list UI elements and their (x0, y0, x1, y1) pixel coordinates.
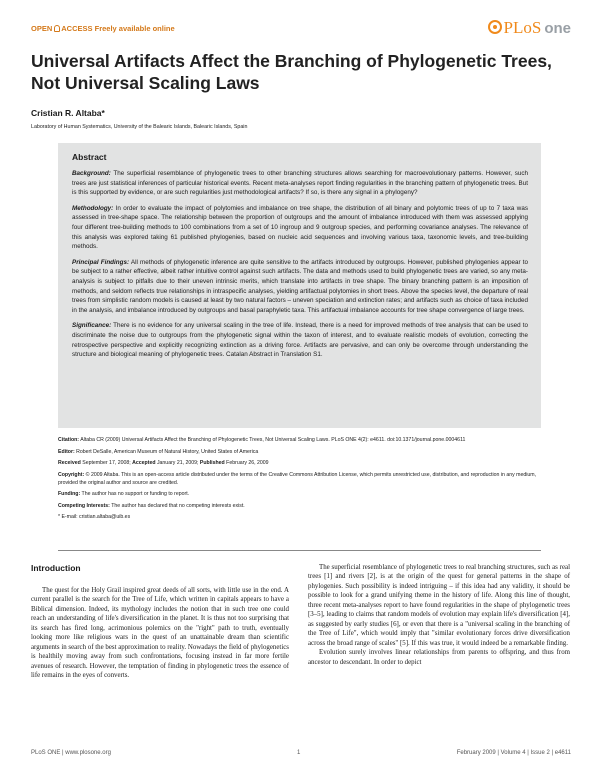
methodology-label: Methodology: (72, 204, 114, 212)
findings-text: All methods of phylogenetic inference are quite sensitive to the artifacts introduced by outgroups. However, published phylogenies appear to be subject to a rather effective, albeit rather intuitive control against such artifacts. The data and methods used to build phylogenetic trees are varied, so any meta-analysis is subject to pitfalls due to their uneven intrinsic merits, which translate into artifacts in tree shape. The binary branching pattern is an imposition of methods, and seldom reflects true relationships in intraspecific analyses, yielding artifactual polytomies in short trees. Above the species level, the departure of real trees from simplistic random models is caused at least by two natural factors – uneven speciation and extinction rates; and artifacts such as choice of taxa included in the analysis, and imbalance introduced by outgroups and basal paraphyletic taxa. This artifactual imbalance accounts for tree shape convergence of large trees. (72, 258, 528, 314)
competing-interests (58, 502, 541, 510)
abstract-box (58, 143, 541, 428)
methodology-text: In order to evaluate the impact of polytomies and imbalance on tree shape, the distribution of all binary and polytomic trees of up to 7 taxa was assessed in tree-shape space. The relationship between the proportion of outgroups and the amount of imbalance introduced with them was assessed applying four different tree-building methods to 100 combinations from a set of 10 ingroup and 9 outgroup species, and performing covariance analyses. The relevance of this analysis was explored taking 61 published phylogenies, based on nucleic acid sequences and involving various taxa, taxonomic levels, and tree-building methods. (72, 204, 528, 251)
editor-text: Robert DeSalle, American Museum of Natural History, United States of America (74, 448, 259, 455)
plos-logo-icon (488, 20, 502, 34)
abstract-heading: Abstract (72, 152, 107, 162)
journal-one-text: one (544, 20, 571, 37)
editor (58, 448, 541, 456)
competing-label: Competing Interests: (58, 502, 110, 509)
dates (58, 459, 541, 467)
author-affiliation: Laboratory of Human Systematics, University of the Balearic Islands, Balearic Islands, Spain (31, 124, 248, 130)
freely-available-label: Freely available online (94, 24, 175, 33)
abstract-background (72, 169, 528, 198)
published-label: Published (199, 460, 225, 466)
accepted-label: Accepted (132, 460, 156, 466)
article-title: Universal Artifacts Affect the Branching of Phylogenetic Trees, Not Universal Scaling Laws (31, 51, 552, 93)
citation (58, 436, 541, 444)
copyright-text: © 2009 Altaba. This is an open-access article distributed under the terms of the Creative Commons Attribution License, which permits unrestricted use, distribution, and reproduction in any medium, provided the original author and source are credited. (58, 471, 537, 486)
significance-text: There is no evidence for any universal scaling in the tree of life. Instead, there is a need for improved methods of tree analysis that can be used to discriminate the noise due to outgroups from the phylogenetic signal within the taxon of interest, and to evaluate realistic models of evolution, correcting the retrospective perspective and explicitly recognizing extinction as a driving force. Artifacts are pervasive, and can only be overcome through understanding the structure and biological meaning of phylogenetic trees. Catalan Abstract in Translation S1. (72, 322, 528, 359)
access-label: ACCESS (61, 24, 93, 33)
left-column (31, 586, 289, 681)
abstract-significance (72, 321, 528, 359)
competing-text: The author has declared that no competing interests exist. (109, 502, 245, 509)
intro-paragraph-1: The quest for the Holy Grail inspired great deeds of all sorts, with little use in the end. A current parallel is the search for the Tree of Life, which written in capitals appears to have a Biblical dimension. Indeed, its mythology includes the notion that in such tree one could reach an understanding of life's diversification in the planet. It is thus not too surprising that its search has fired long, acrimonious polemics on the "right" path to truth, eventually looking more like religious wars in the quest of an unattainable dream than scientific arguments in search of the best approximation to reality. Nowadays the field of phylogenetics is healthily moving away from such confrontations, focusing instead in far more fertile avenues of research. However, the temptation of finding in phylogenetic trees the essence of life remains in the eyes of converts. (31, 587, 289, 680)
abstract-methodology (72, 204, 528, 252)
editor-label: Editor: (58, 448, 75, 455)
right-column (308, 563, 570, 667)
section-divider (58, 550, 541, 551)
findings-label: Principal Findings: (72, 258, 130, 266)
page-number: 1 (297, 750, 301, 756)
funding-label: Funding: (58, 491, 81, 497)
copyright-label: Copyright: (58, 471, 85, 478)
significance-label: Significance: (72, 322, 112, 330)
citation-label: Citation: (58, 437, 80, 443)
copyright (58, 471, 541, 487)
open-label: OPEN (31, 24, 53, 33)
journal-logo (488, 18, 571, 38)
accepted-text: January 21, 2009; (155, 460, 200, 466)
background-text: The superficial resemblance of phylogenetic trees to other branching structures allows searching for macroevolutionary patterns. However, such trees are just statistical inferences of particular historical events. Recent meta-analyses report finding regularities in the branching pattern of phylogenetic trees. But is this supported by evidence, or are such regularities just methodological artifacts? If so, is there any signal in a phylogeny? (72, 170, 528, 197)
received-label: Received (58, 460, 81, 466)
abstract-findings (72, 258, 528, 316)
funding (58, 490, 541, 498)
journal-plos-text: PLoS (503, 18, 542, 37)
article-metadata (58, 436, 541, 525)
footer-issue: February 2009 | Volume 4 | Issue 2 | e4611 (456, 750, 571, 756)
open-access-lock-icon (54, 25, 60, 32)
intro-paragraph-3: Evolution surely involves linear relationships from parents to offspring, and thus from ancestor to descendant. In order to depict (308, 649, 570, 666)
published-text: February 26, 2009 (224, 460, 269, 466)
received-text: September 17, 2008; (80, 460, 133, 466)
author-name: Cristian R. Altaba* (31, 108, 105, 118)
background-label: Background: (72, 170, 111, 177)
introduction-heading: Introduction (31, 563, 81, 573)
citation-text: Altaba CR (2009) Universal Artifacts Affect the Branching of Phylogenetic Trees, Not Universal Scaling Laws. PLoS ONE 4(2): e4611. doi:10.1371/journal.pone.0004611 (79, 437, 466, 443)
funding-text: The author has no support or funding to report. (80, 491, 190, 497)
author-email[interactable]: * E-mail: cristian.altaba@uib.es (58, 514, 131, 520)
journal-header (31, 18, 571, 40)
footer-journal: PLoS ONE | www.plosone.org (31, 750, 111, 756)
open-access-banner (31, 24, 175, 33)
intro-paragraph-2: The superficial resemblance of phylogenetic trees to real branching structures, such as real trees [1] and rivers [2], is at the origin of the quest for general patterns in the shape of phylogenies. Such possibility is indeed intriguing – if this idea had any validity, it should be possible to look for a grand unifying theme in the history of life. Along this line of thought, three recent meta-analyses report to have found regularities in the shape of phylogenetic trees [3–5], leading to claims that random models of evolution may explain life's diversification [4], as suggested by early studies [6], or even that there is a "universal scaling in the branching of the Tree of Life", which would imply that "similar evolutionary forces drive diversification across the broad range of scales" [5]. If this was true, it would indeed be a remarkable finding. (308, 564, 570, 647)
